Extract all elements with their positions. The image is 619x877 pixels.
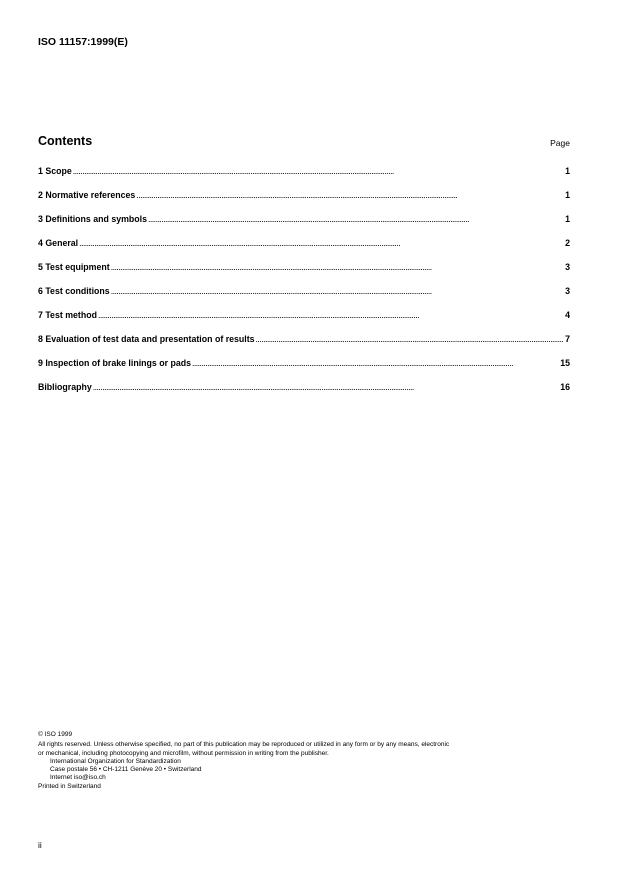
iso-organization-name: International Organization for Standardization: [50, 757, 181, 765]
toc-leader: [73, 166, 564, 176]
toc-entry-bibliography[interactable]: [38, 382, 570, 406]
table-of-contents: [38, 166, 570, 406]
toc-entry-page: 1: [565, 190, 570, 200]
toc-entry-page: 1: [565, 166, 570, 176]
toc-entry-title: 5 Test equipment: [38, 262, 110, 272]
toc-entry-page: 3: [565, 286, 570, 296]
toc-entry-normative-references[interactable]: [38, 190, 570, 214]
toc-entry-title: Bibliography: [38, 382, 92, 392]
iso-internet-contact: Internet iso@iso.ch: [50, 774, 106, 782]
toc-leader: [148, 214, 564, 224]
toc-entry-inspection-of-brake-linings[interactable]: [38, 358, 570, 382]
page-number: ii: [38, 840, 42, 850]
document-id: ISO 11157:1999(E): [38, 36, 128, 48]
toc-leader: [111, 286, 564, 296]
toc-leader: [93, 382, 559, 392]
toc-entry-general[interactable]: [38, 238, 570, 262]
toc-entry-title: 4 General: [38, 238, 79, 248]
toc-entry-test-conditions[interactable]: [38, 286, 570, 310]
toc-entry-title: 6 Test conditions: [38, 286, 110, 296]
toc-leader: [98, 310, 564, 320]
toc-entry-page: 4: [565, 310, 570, 320]
toc-entry-title: 2 Normative references: [38, 190, 136, 200]
copyright-block: [38, 731, 578, 791]
toc-entry-page: 3: [565, 262, 570, 272]
copyright-notice: © ISO 1999: [38, 731, 73, 738]
toc-entry-page: 2: [565, 238, 570, 248]
toc-entry-evaluation-of-test-data[interactable]: [38, 334, 570, 358]
toc-entry-title: 8 Evaluation of test data and presentation of results: [38, 334, 255, 344]
toc-entry-title: 1 Scope: [38, 166, 72, 176]
toc-leader: [136, 190, 564, 200]
toc-entry-page: 7: [565, 334, 570, 344]
toc-leader: [111, 262, 564, 272]
toc-leader: [79, 238, 564, 248]
toc-entry-page: 16: [560, 382, 570, 392]
toc-leader: [192, 358, 559, 368]
iso-postal-address: Case postale 56 • CH-1211 Genève 20 • Switzerland: [50, 766, 202, 774]
toc-entry-page: 15: [560, 358, 570, 368]
contents-heading: Contents: [38, 134, 93, 148]
toc-leader: [256, 334, 565, 344]
toc-entry-page: 1: [565, 214, 570, 224]
toc-entry-title: 3 Definitions and symbols: [38, 214, 148, 224]
rights-statement-line-2: or mechanical, including photocopying and microfilm, without permission in writing from the publisher.: [38, 749, 329, 757]
rights-statement-line-1: All rights reserved. Unless otherwise specified, no part of this publication may be reproduced or utilized in any form or by any means, electronic: [38, 741, 450, 749]
printed-location: Printed in Switzerland: [38, 782, 101, 790]
toc-entry-title: 9 Inspection of brake linings or pads: [38, 358, 191, 368]
toc-entry-test-method[interactable]: [38, 310, 570, 334]
toc-entry-title: 7 Test method: [38, 310, 97, 320]
toc-entry-definitions-and-symbols[interactable]: [38, 214, 570, 238]
toc-entry-scope[interactable]: [38, 166, 570, 190]
page-column-label: Page: [550, 138, 570, 148]
toc-entry-test-equipment[interactable]: [38, 262, 570, 286]
